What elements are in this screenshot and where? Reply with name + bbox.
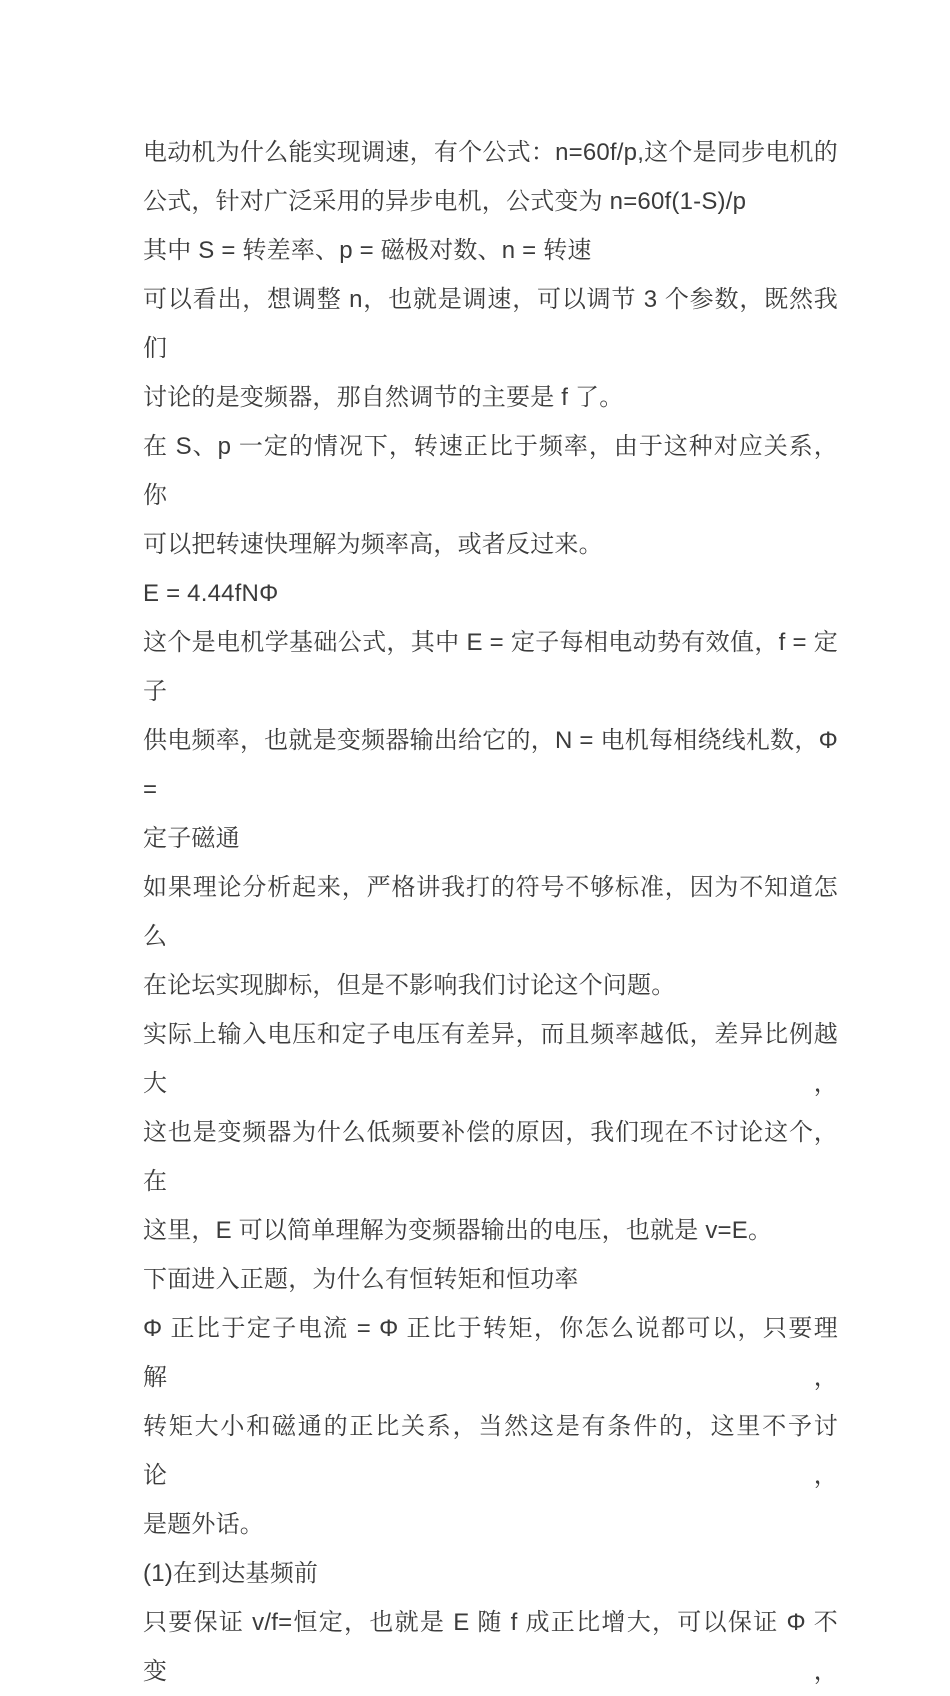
text-line: 这里，E 可以简单理解为变频器输出的电压，也就是 v=E。 bbox=[143, 1217, 773, 1244]
text-line: 转矩大小和磁通的正比关系，当然这是有条件的，这里不予讨论， bbox=[143, 1413, 838, 1489]
text-line: 供电频率，也就是变频器输出给它的，N = 电机每相绕线札数，Φ = bbox=[143, 727, 838, 803]
text-line: 可以把转速快理解为频率高，或者反过来。 bbox=[143, 531, 603, 558]
text-line: 其中 S = 转差率、p = 磁极对数、n = 转速 bbox=[143, 237, 592, 264]
formula-line: E = 4.44fNΦ bbox=[143, 580, 279, 607]
text-line: 在 S、p 一定的情况下，转速正比于频率，由于这种对应关系，你 bbox=[143, 433, 838, 509]
text-line: 定子磁通 bbox=[143, 825, 240, 852]
text-line: 这也是变频器为什么低频要补偿的原因，我们现在不讨论这个，在 bbox=[143, 1119, 838, 1195]
text-line: 这个是电机学基础公式，其中 E = 定子每相电动势有效值，f = 定子 bbox=[143, 629, 838, 705]
text-line: 如果理论分析起来，严格讲我打的符号不够标准，因为不知道怎么 bbox=[143, 874, 838, 950]
text-line: 在论坛实现脚标，但是不影响我们讨论这个问题。 bbox=[143, 972, 676, 999]
text-line: 实际上输入电压和定子电压有差异，而且频率越低，差异比例越大， bbox=[143, 1021, 838, 1097]
text-line: 是题外话。 bbox=[143, 1511, 264, 1538]
text-line: 公式，针对广泛采用的异步电机，公式变为 n=60f(1-S)/p bbox=[143, 188, 747, 215]
text-line: 可以看出，想调整 n，也就是调速，可以调节 3 个参数，既然我们 bbox=[143, 286, 838, 362]
document-text-block bbox=[143, 128, 838, 1696]
section-heading: (1)在到达基频前 bbox=[143, 1560, 319, 1587]
text-line: 讨论的是变频器，那自然调节的主要是 f 了。 bbox=[143, 384, 624, 411]
text-line: 只要保证 v/f=恒定，也就是 E 随 f 成正比增大，可以保证 Φ 不变， bbox=[143, 1609, 838, 1685]
text-line: Φ 正比于定子电流 = Φ 正比于转矩，你怎么说都可以，只要理解， bbox=[143, 1315, 838, 1391]
text-line: 电动机为什么能实现调速，有个公式：n=60f/p,这个是同步电机的 bbox=[143, 139, 838, 166]
text-line: 下面进入正题，为什么有恒转矩和恒功率 bbox=[143, 1266, 579, 1293]
